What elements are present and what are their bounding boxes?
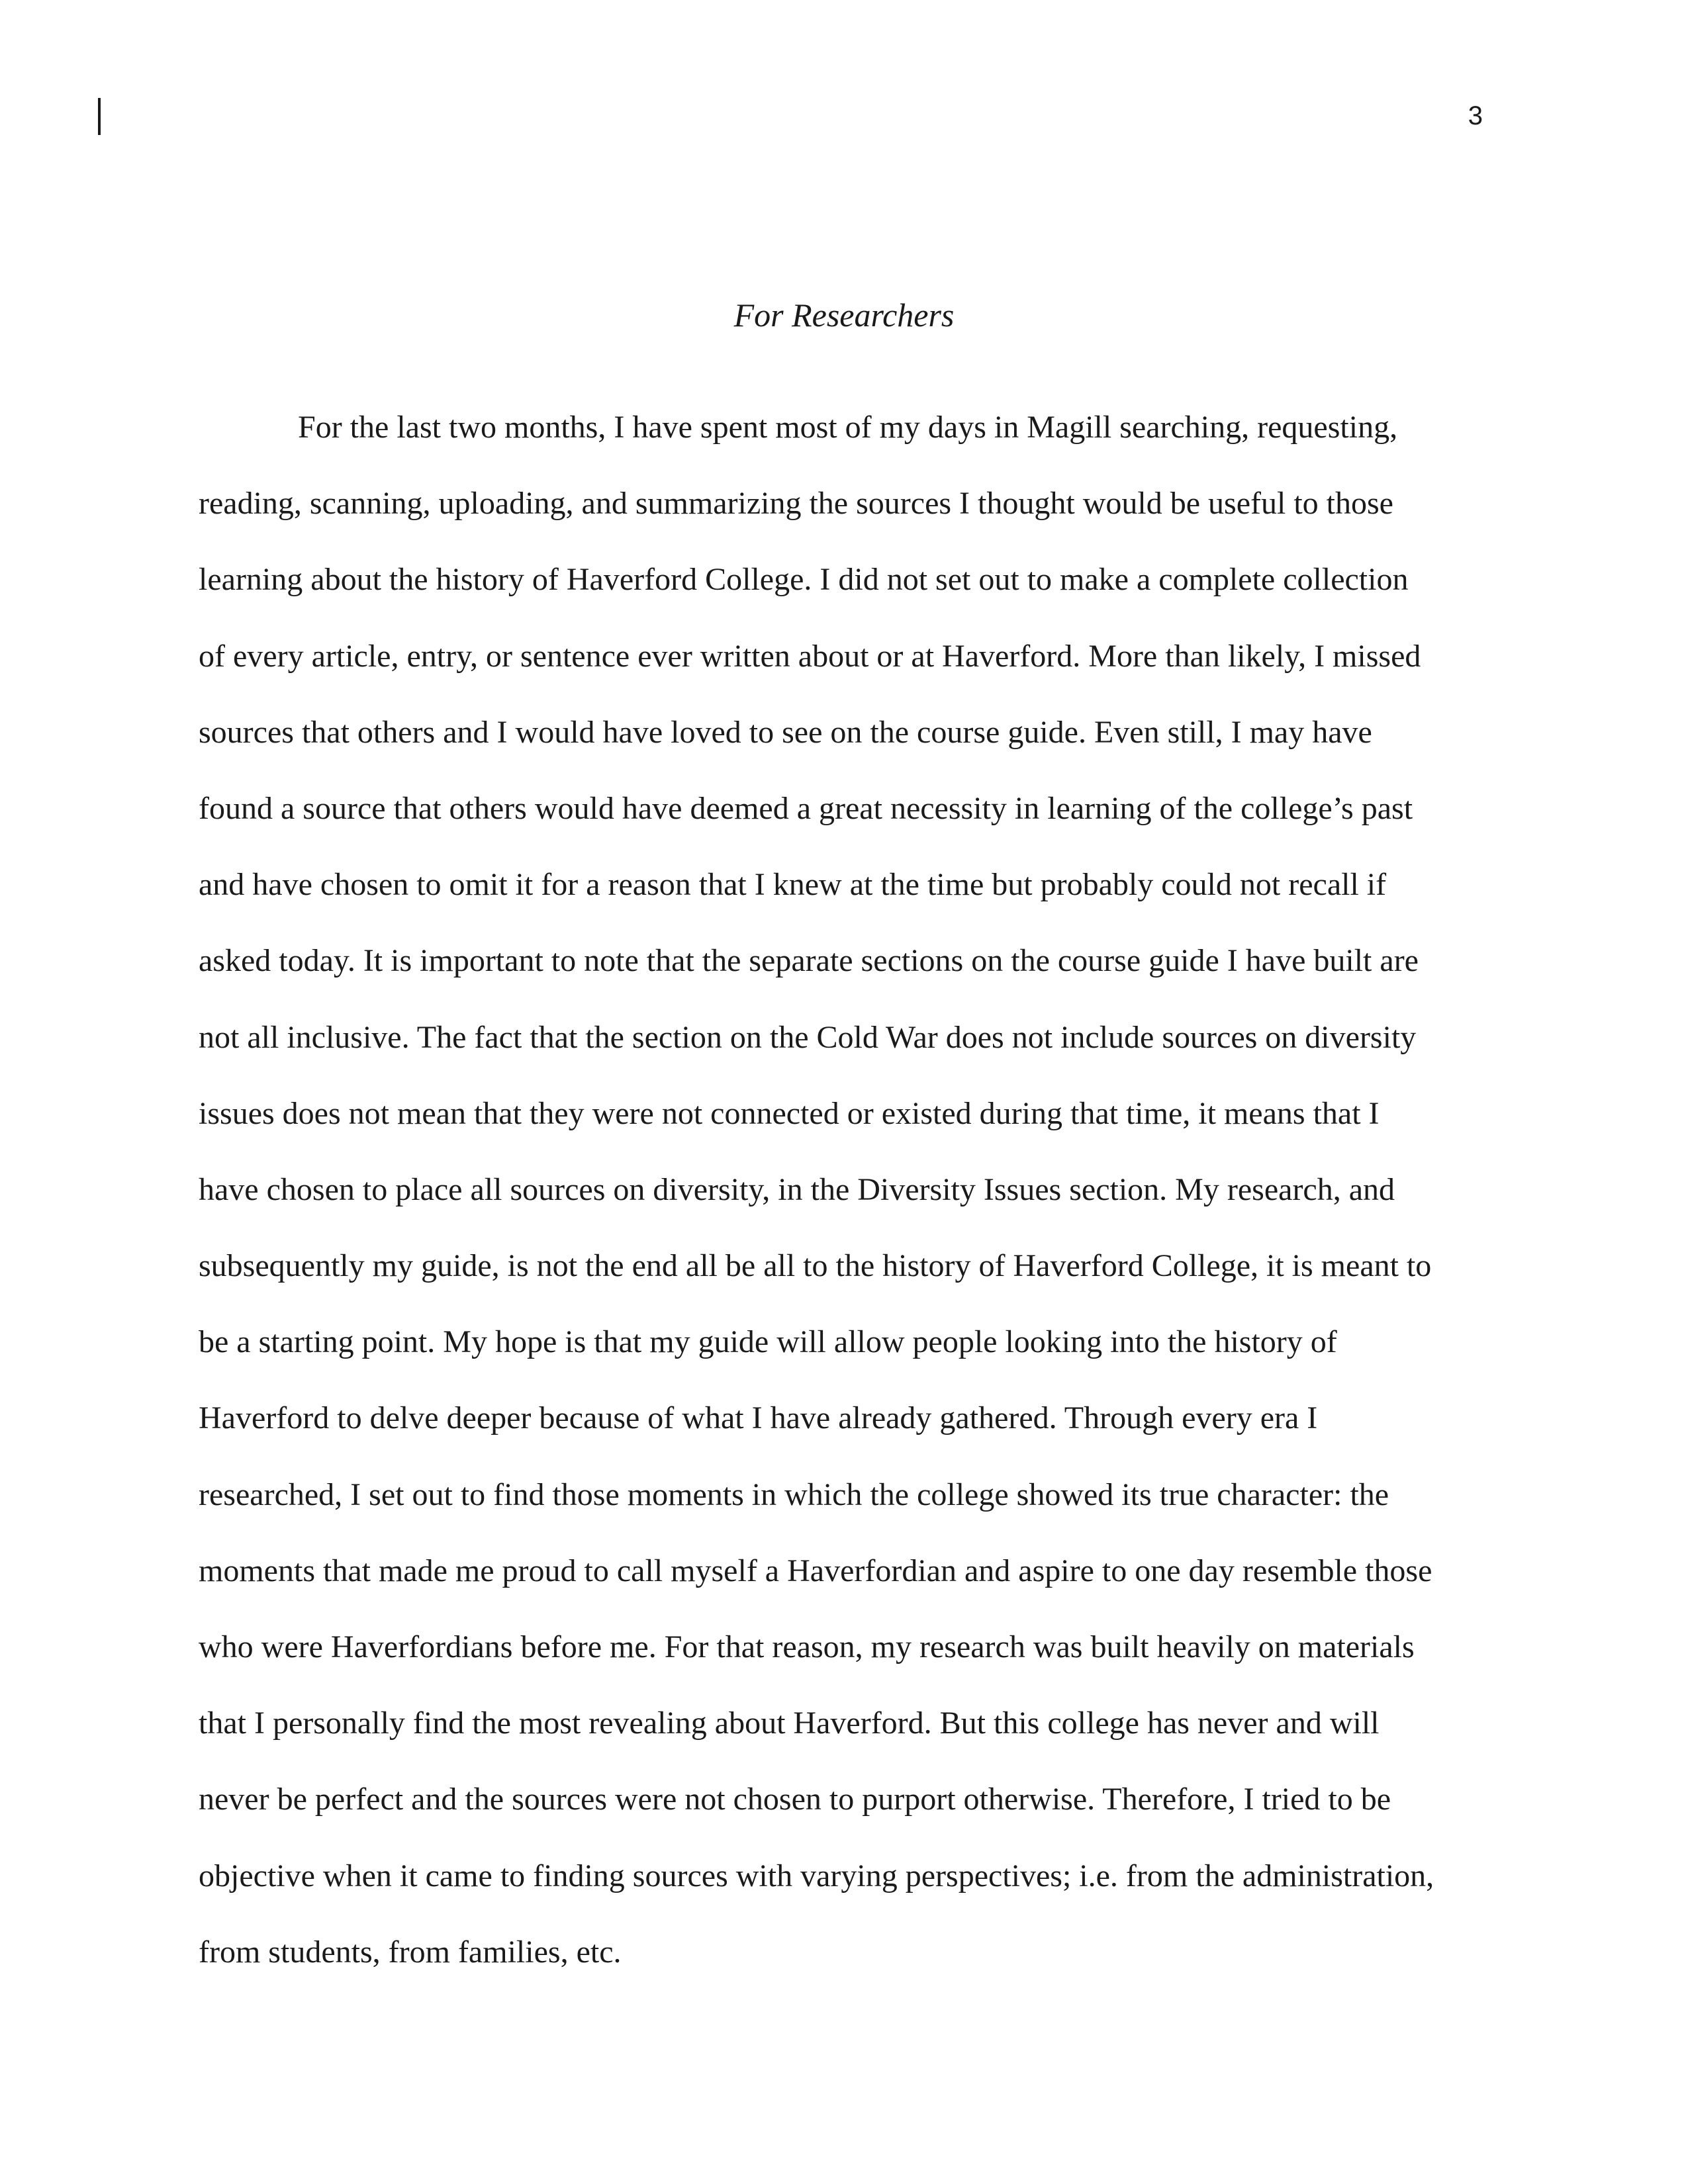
paragraph-line: not all inclusive. The fact that the section on the Cold War does not include sources on diversity	[199, 1019, 1417, 1055]
paragraph-line: asked today. It is important to note that the separate sections on the course guide I have built are	[199, 943, 1419, 979]
paragraph-line: sources that others and I would have loved to see on the course guide. Even still, I may have	[199, 714, 1372, 750]
paragraph-line: Haverford to delve deeper because of what I have already gathered. Through every era I	[199, 1400, 1318, 1436]
paragraph-line: reading, scanning, uploading, and summarizing the sources I thought would be useful to those	[199, 486, 1393, 522]
paragraph-line: of every article, entry, or sentence ever written about or at Haverford. More than likely, I missed	[199, 638, 1421, 674]
paragraph-line: and have chosen to omit it for a reason that I knew at the time but probably could not recall if	[199, 867, 1387, 903]
paragraph-line: have chosen to place all sources on diversity, in the Diversity Issues section. My research, and	[199, 1171, 1395, 1207]
paragraph-line: who were Haverfordians before me. For that reason, my research was built heavily on materials	[199, 1629, 1415, 1664]
paragraph-line: For the last two months, I have spent most of my days in Magill searching, requesting,	[298, 410, 1398, 445]
section-title: For Researchers	[733, 296, 955, 334]
paragraph-line: learning about the history of Haverford College. I did not set out to make a complete collection	[199, 562, 1409, 598]
body-paragraph	[199, 389, 1496, 1990]
paragraph-line: be a starting point. My hope is that my guide will allow people looking into the history of	[199, 1324, 1337, 1360]
paragraph-line: issues does not mean that they were not connected or existed during that time, it means that I	[199, 1095, 1380, 1131]
revision-change-bar	[98, 98, 101, 135]
paragraph-line: from students, from families, etc.	[199, 1934, 622, 1970]
paragraph-line: never be perfect and the sources were not chosen to purport otherwise. Therefore, I tried to be	[199, 1782, 1391, 1817]
paragraph-line: subsequently my guide, is not the end all be all to the history of Haverford College, it is meant to	[199, 1248, 1432, 1284]
paragraph-line: moments that made me proud to call myself a Haverfordian and aspire to one day resemble those	[199, 1553, 1432, 1588]
paragraph-line: found a source that others would have deemed a great necessity in learning of the college’s past	[199, 790, 1413, 826]
paragraph-line: that I personally find the most revealing about Haverford. But this college has never and will	[199, 1706, 1380, 1741]
paragraph-line: objective when it came to finding sources with varying perspectives; i.e. from the administration,	[199, 1858, 1434, 1893]
paragraph-line: researched, I set out to find those moments in which the college showed its true character: the	[199, 1477, 1389, 1512]
page-number: 3	[1468, 101, 1483, 130]
